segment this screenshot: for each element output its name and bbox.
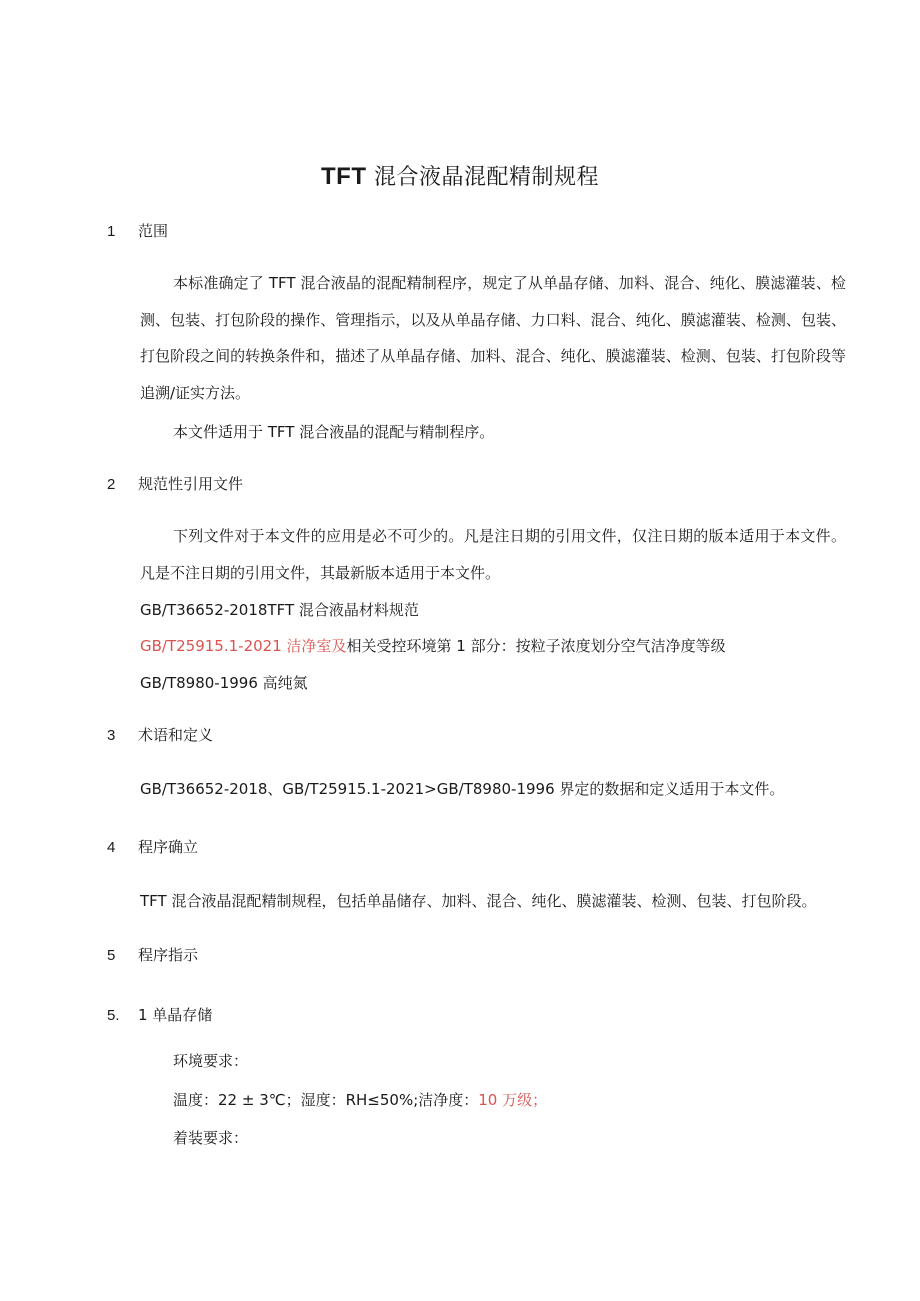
reference-item-3: GB/T8980-1996 高纯氮 [140, 674, 308, 692]
environment-values [173, 1090, 547, 1110]
scope-paragraph-1: 本标准确定了 TFT 混合液晶的混配精制程序，规定了从单晶存储、加料、混合、纯化、膜滤灌装、检测、包装、打包阶段的操作、管理指示，以及从单晶存储、力口料、混合、纯化、膜滤灌装、检测、包装、打包阶段之间的转换条件和，描述了从单晶存储、加料、混合、纯化、膜滤灌装、检测、包装、打包阶段等追溯/证实方法。 [140, 274, 846, 402]
scope-paragraph-2: 本文件适用于 TFT 混合液晶的混配与精制程序。 [173, 423, 495, 441]
section-title: 范围 [138, 222, 169, 240]
document-title [0, 160, 920, 191]
section-title: 1 单晶存储 [138, 1006, 213, 1024]
reference-item-2 [140, 636, 726, 656]
references-intro: 下列文件对于本文件的应用是必不可少的。凡是注日期的引用文件，仅注日期的版本适用于本文件。凡是不注日期的引用文件，其最新版本适用于本文件。 [140, 527, 846, 582]
section-title: 程序确立 [138, 838, 199, 856]
terms-text: GB/T36652-2018、GB/T25915.1-2021>GB/T8980-1996 界定的数据和定义适用于本文件。 [140, 780, 785, 798]
section-heading-5-1 [107, 1005, 212, 1026]
section-title: 术语和定义 [138, 726, 214, 744]
reference-highlight: GB/T25915.1-2021 洁净室及 [140, 637, 347, 655]
environment-label: 环境要求： [173, 1052, 249, 1070]
section-heading-3 [107, 725, 213, 746]
reference-item-1: GB/T36652-2018TFT 混合液晶材料规范 [140, 601, 419, 619]
section-number: 2 [107, 476, 116, 493]
section-heading-5 [107, 945, 198, 966]
section-number: 3 [107, 727, 116, 744]
section-number: 5. [107, 1007, 120, 1024]
section-number: 1 [107, 223, 116, 240]
procedure-text: TFT 混合液晶混配精制规程，包括单晶储存、加料、混合、纯化、膜滤灌装、检测、包装、打包阶段。 [140, 892, 817, 910]
section-number: 5 [107, 947, 116, 964]
environment-conditions: 温度：22 ± 3℃；湿度：RH≤50%;洁净度： [173, 1091, 479, 1109]
title-latin: TFT [321, 163, 367, 190]
section-title: 规范性引用文件 [138, 475, 244, 493]
section-heading-4 [107, 837, 198, 858]
section-title: 程序指示 [138, 946, 199, 964]
title-cjk: 混合液晶混配精制规程 [366, 165, 599, 190]
dress-label: 着装要求： [173, 1129, 249, 1147]
section-heading-1 [107, 221, 168, 242]
reference-text: 相关受控环境第 1 部分：按粒子浓度划分空气洁净度等级 [346, 637, 726, 655]
cleanliness-grade: 10 万级； [478, 1091, 548, 1109]
section-number: 4 [107, 839, 116, 856]
section-heading-2 [107, 474, 243, 495]
